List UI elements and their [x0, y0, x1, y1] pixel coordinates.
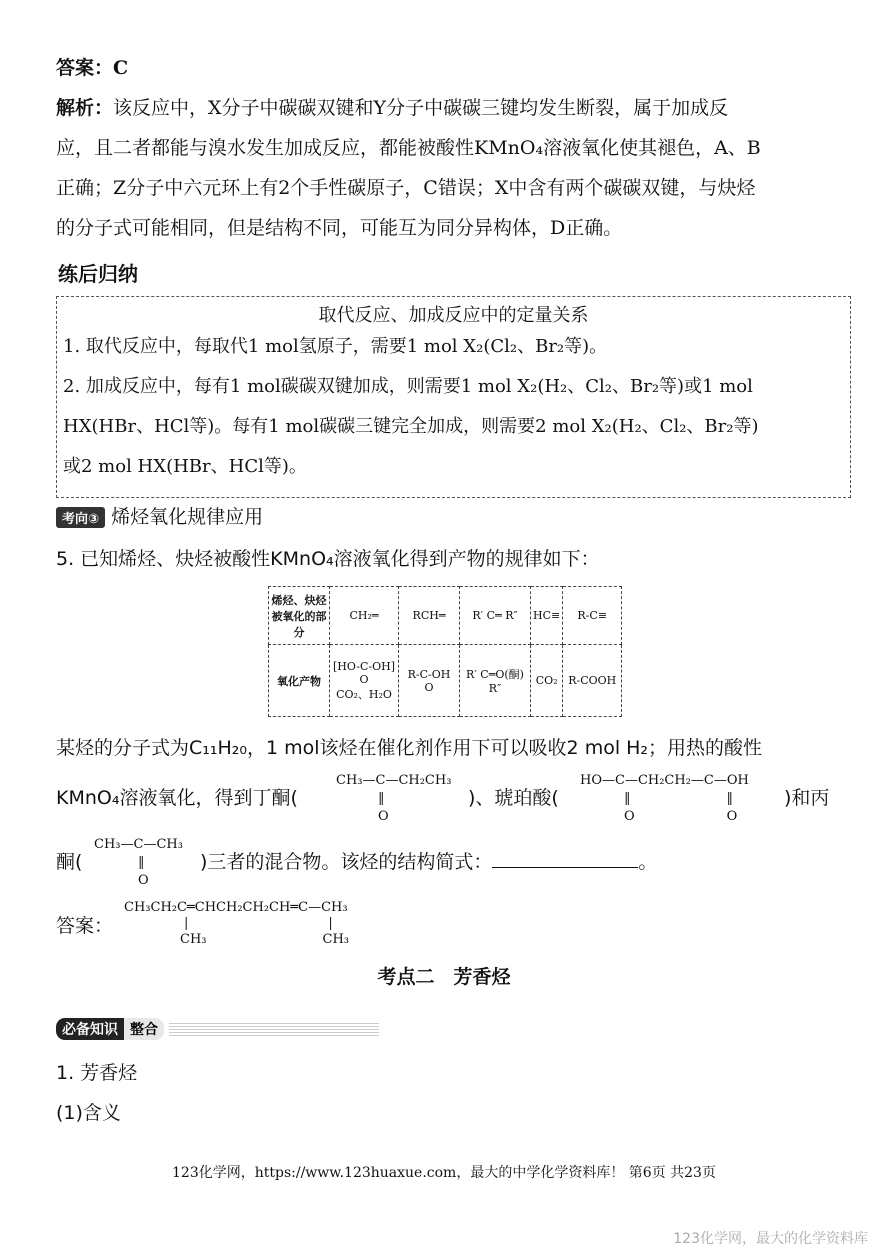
- table-cell: R′ C═ R″: [460, 587, 531, 645]
- table-cell: R′ C═O(酮) R″: [460, 645, 531, 717]
- box-line: HX(HBr、HCl等)。每有1 mol碳碳三键完全加成，则需要2 mol X₂(H₂、Cl₂、Br₂等): [63, 416, 759, 437]
- page-footer: 123化学网，https://www.123huaxue.com，最大的中学化学资料库！ 第6页 共23页: [172, 1165, 716, 1181]
- table-row-header: 氧化产物: [269, 645, 330, 717]
- table-cell: RCH═: [399, 587, 460, 645]
- knowledge-badge: [56, 1018, 416, 1038]
- answer2-label: 答案：: [56, 915, 114, 937]
- table-cell: R-C-OH O: [399, 645, 460, 717]
- question-stem: 5. 已知烯烃、炔烃被酸性KMnO₄溶液氧化得到产物的规律如下：: [56, 548, 600, 570]
- badge-stripes: [169, 1023, 379, 1037]
- box-line: 或2 mol HX(HBr、HCl等)。: [63, 456, 307, 477]
- section-tag: 考向③: [56, 507, 105, 528]
- badge-left: 必备知识: [56, 1018, 124, 1040]
- table-cell: R-COOH: [563, 645, 622, 717]
- section-heading: [56, 502, 263, 529]
- acetone-structure: CH₃—C—CH₃ ‖ O: [94, 837, 183, 888]
- watermark: 123化学网，最大的化学资料库: [673, 1231, 868, 1247]
- kaodian-heading: 考点二 芳香烃: [377, 966, 511, 988]
- answer-line: [56, 48, 128, 88]
- item-1: 1. 芳香烃: [56, 1062, 138, 1084]
- rule-table: [268, 586, 622, 717]
- analysis-paragraph: 解析：该反应中，X分子中碳碳双键和Y分子中碳碳三键均发生断裂，属于加成反 应，且二者都能与溴水发生加成反应，都能被酸性KMnO₄溶液氧化使其褪色，A、B 正确；Z分子中六元环上有2个手性碳原子，C错误；X中含有两个碳碳双键，与炔烃 的分子式可能相同，但是结构不同，可能互为同分异构体，D正确。: [56, 97, 761, 239]
- succinic-structure: HO—C—CH₂CH₂—C—OH ‖ ‖ O O: [580, 773, 749, 824]
- analysis-label: 解析：: [56, 97, 114, 119]
- answer-value: C: [113, 57, 129, 79]
- q5-line1: 某烃的分子式为C₁₁H₂₀，1 mol该烃在催化剂作用下可以吸收2 mol H₂；用热的酸性: [56, 737, 763, 759]
- answer-label: 答案：: [56, 57, 114, 79]
- summary-heading: 练后归纳: [58, 262, 138, 286]
- answer-blank: [492, 851, 638, 868]
- table-cell: CH₂═: [330, 587, 399, 645]
- q5-line3b: )三者的混合物。该烃的结构简式： 。: [200, 851, 658, 873]
- q5-line2c: )和丙: [784, 787, 830, 809]
- box-title: 取代反应、加成反应中的定量关系: [318, 305, 589, 326]
- box-line: 2. 加成反应中，每有1 mol碳碳双键加成，则需要1 mol X₂(H₂、Cl₂、Br₂等)或1 mol: [63, 376, 753, 397]
- badge-right: 整合: [124, 1018, 164, 1040]
- q5-line3a: 酮(: [56, 851, 83, 873]
- q5-line2b: )、琥珀酸(: [468, 787, 559, 809]
- item-1-1: (1)含义: [56, 1102, 121, 1124]
- table-cell: HC≡: [531, 587, 563, 645]
- box-line: 1. 取代反应中，每取代1 mol氢原子，需要1 mol X₂(Cl₂、Br₂等)。: [63, 336, 608, 357]
- table-cell: [HO-C-OH] O CO₂、H₂O: [330, 645, 399, 717]
- table-cell: R-C≡: [563, 587, 622, 645]
- butanone-structure: CH₃—C—CH₂CH₃ ‖ O: [336, 773, 452, 824]
- answer2-structure: CH₃CH₂C═CHCH₂CH₂CH═C—CH₃ | | CH₃ CH₃: [124, 900, 349, 947]
- table-row-header: 烯烃、炔烃被氧化的部分: [269, 587, 330, 645]
- q5-line2: KMnO₄溶液氧化，得到丁酮(: [56, 787, 298, 809]
- section-title: 烯烃氧化规律应用: [111, 506, 264, 528]
- table-cell: CO₂: [531, 645, 563, 717]
- summary-box: [56, 296, 851, 498]
